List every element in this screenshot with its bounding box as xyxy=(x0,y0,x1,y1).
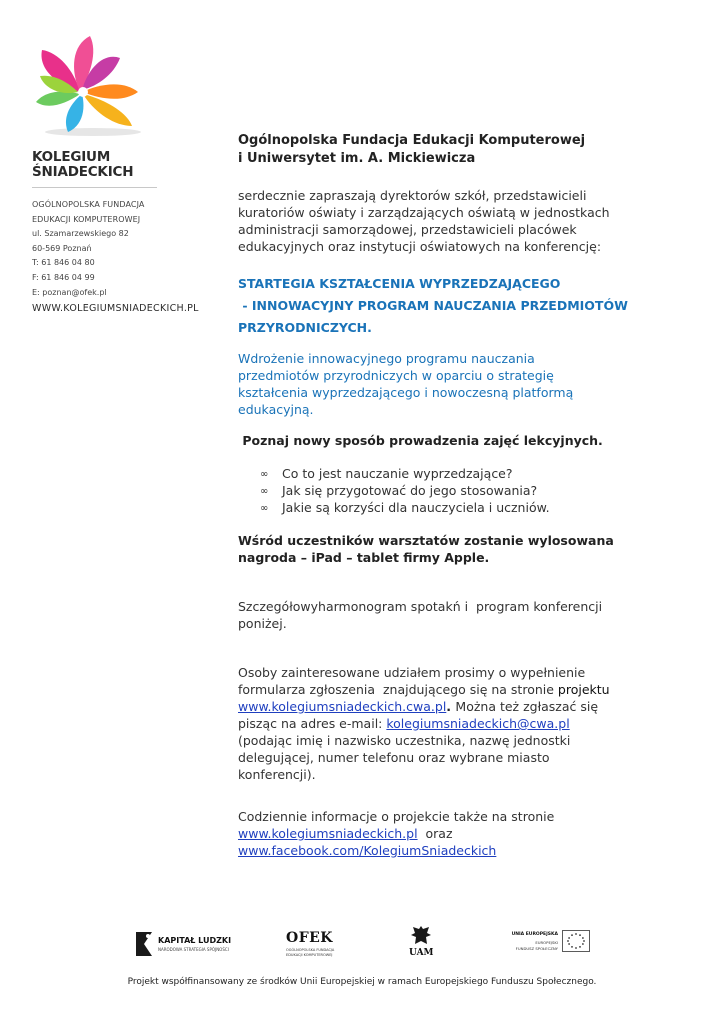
project-website-link[interactable]: www.kolegiumsniadeckich.cwa.pl xyxy=(238,699,447,714)
invitation-line: edukacyjnych oraz instytucji oświatowych na konferencję: xyxy=(238,239,602,254)
kapital-ludzki-logo xyxy=(134,928,244,962)
address-line: T: 61 846 04 80 xyxy=(32,258,95,268)
conference-title-line: PRZYRODNICZYCH. xyxy=(238,320,372,335)
signup-line4 xyxy=(238,715,658,732)
brand-website: WWW.KOLEGIUMSNIADECKICH.PL xyxy=(32,303,199,314)
kl-subtitle: NARODOWA STRATEGIA SPÓJNOŚCI xyxy=(158,947,229,952)
address-line: OGÓLNOPOLSKA FUNDACJA xyxy=(32,200,145,209)
signup-line3 xyxy=(238,698,658,715)
uam-logo xyxy=(408,924,434,964)
list-item xyxy=(238,465,658,482)
signup-line3-dot: . xyxy=(446,699,456,714)
signup-line2-project: projektu xyxy=(557,682,610,697)
schedule-line2: poniżej. xyxy=(238,616,287,631)
address-line: F: 61 846 04 99 xyxy=(32,272,95,282)
signup-line7: konferencji). xyxy=(238,767,316,782)
brand-divider xyxy=(32,187,157,188)
organizers xyxy=(238,132,658,168)
address-line: ul. Szamarzewskiego 82 xyxy=(32,229,129,239)
prize-line1: Wśród uczestników warsztatów zostanie wylosowana xyxy=(238,533,614,548)
daily-line3 xyxy=(238,842,658,859)
address-block xyxy=(32,198,144,300)
eu-logo xyxy=(504,930,590,958)
topic-text: Co to jest nauczanie wyprzedzające? xyxy=(282,466,513,481)
kolegium-website-link[interactable]: www.kolegiumsniadeckich.pl xyxy=(238,826,418,841)
brand-name xyxy=(32,150,133,180)
eu-sub1: EUROPEJSKI xyxy=(535,940,558,945)
signup-line1: Osoby zainteresowane udziałem prosimy o wypełnienie xyxy=(238,665,586,680)
eu-flag-icon xyxy=(562,930,590,952)
topics-list xyxy=(238,465,658,516)
uam-text: UAM xyxy=(409,948,434,958)
schedule-info xyxy=(238,598,658,632)
invitation-line: administracji samorządowej, przedstawicieli placówek xyxy=(238,222,577,237)
conference-title xyxy=(238,273,658,339)
kolegium-logo-icon xyxy=(28,30,158,140)
learn-heading: Poznaj nowy sposób prowadzenia zajęć lekcyjnych. xyxy=(238,433,603,448)
description-line: edukacyjną. xyxy=(238,402,314,417)
signup-line3-text: Można też zgłaszać się xyxy=(455,699,599,714)
brand-name-line1: KOLEGIUM xyxy=(32,149,111,165)
facebook-link[interactable]: www.facebook.com/KolegiumSniadeckich xyxy=(238,843,497,858)
address-line: E: poznan@ofek.pl xyxy=(32,287,107,297)
list-item xyxy=(238,499,658,516)
address-line: EDUKACJI KOMPUTEROWEJ xyxy=(32,214,141,224)
infinity-bullet-icon: ∞ xyxy=(260,486,269,497)
signup-line2 xyxy=(238,681,658,698)
description-line: przedmiotów przyrodniczych w oparciu o strategię xyxy=(238,368,554,383)
ofek-sub1: OGÓLNOPOLSKA FUNDACJA xyxy=(286,948,335,952)
brand-name-line2: ŚNIADECKICH xyxy=(32,164,134,180)
invitation-line: serdecznie zapraszają dyrektorów szkół, przedstawicieli xyxy=(238,188,587,203)
signup-email-link[interactable]: kolegiumsniadeckich@cwa.pl xyxy=(386,716,570,731)
daily-oraz: oraz xyxy=(417,826,453,841)
signup-line4-text: pisząc na adres e-mail: xyxy=(238,716,387,731)
conference-description xyxy=(238,350,658,418)
cofinancing-note: Projekt współfinansowany ze środków Unii Europejskiej w ramach Europejskiego Funduszu Społecznego. xyxy=(127,977,597,987)
description-line: kształcenia wyprzedzającego i nowoczesną platformą xyxy=(238,385,574,400)
signup-line5: (podając imię i nazwisko uczestnika, nazwę jednostki xyxy=(238,733,571,748)
ofek-title: OFEK xyxy=(286,930,333,946)
signup-info xyxy=(238,664,658,783)
signup-line6: delegującej, numer telefonu oraz wybrane miasto xyxy=(238,750,550,765)
organizer-line2: i Uniwersytet im. A. Mickiewicza xyxy=(238,151,476,166)
address-line: 60-569 Poznań xyxy=(32,243,92,253)
prize-info xyxy=(238,532,658,566)
daily-line1: Codziennie informacje o projekcie także na stronie xyxy=(238,809,555,824)
list-item xyxy=(238,482,658,499)
conference-title-line: - INNOWACYJNY PROGRAM NAUCZANIA PRZEDMIOTÓW xyxy=(238,298,628,313)
invitation-text xyxy=(238,187,658,255)
eu-sub2: FUNDUSZ SPOŁECZNY xyxy=(515,946,558,951)
description-line: Wdrożenie innowacyjnego programu nauczania xyxy=(238,351,535,366)
ofek-logo xyxy=(286,930,346,960)
kapital-ludzki-icon xyxy=(134,930,154,958)
topic-text: Jak się przygotować do jego stosowania? xyxy=(282,483,538,498)
schedule-line1: Szczegółowyharmonogram spotakń i program konferencji xyxy=(238,599,603,614)
partner-logos xyxy=(0,920,724,970)
daily-info xyxy=(238,808,658,859)
invitation-line: kuratoriów oświaty i zarządzających oświatą w jednostkach xyxy=(238,205,610,220)
organizer-line1: Ogólnopolska Fundacja Edukacji Komputerowej xyxy=(238,133,586,148)
conference-title-line: STARTEGIA KSZTAŁCENIA WYPRZEDZAJĄCEGO xyxy=(238,276,561,291)
signup-line2-text: formularza zgłoszenia znajdującego się na stronie xyxy=(238,682,558,697)
ofek-sub2: EDUKACJI KOMPUTEROWEJ xyxy=(286,953,333,957)
eu-title: UNIA EUROPEJSKA xyxy=(511,932,558,937)
infinity-bullet-icon: ∞ xyxy=(260,503,269,514)
prize-line2: nagroda – iPad – tablet firmy Apple. xyxy=(238,550,490,565)
infinity-bullet-icon: ∞ xyxy=(260,469,269,480)
daily-line2 xyxy=(238,825,658,842)
eagle-emblem-icon xyxy=(410,924,432,948)
topic-text: Jakie są korzyści dla nauczyciela i uczniów. xyxy=(282,500,550,515)
kl-title: KAPITAŁ LUDZKI xyxy=(158,936,232,945)
